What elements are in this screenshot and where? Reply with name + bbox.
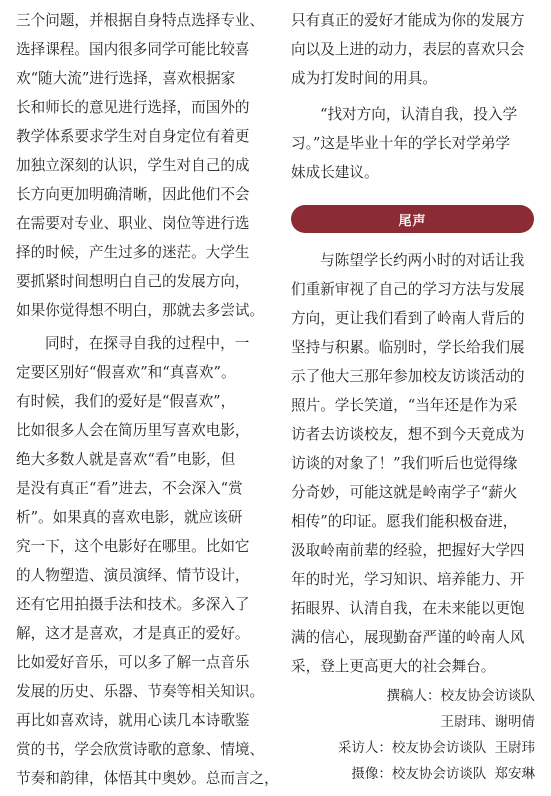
body-text-line: 究一下，这个电影好在哪里。比如它: [16, 538, 250, 555]
body-text-line: 再比如喜欢诗，就用心读几本诗歌鉴: [16, 712, 250, 729]
body-text-line: 选择课程。国内很多同学可能比较喜: [16, 41, 250, 58]
body-text-line: 比如很多人会在简历里写喜欢电影，: [16, 422, 250, 439]
body-text-line: 采，登上更高更大的社会舞台。: [291, 658, 496, 675]
body-text-line: 示了他大三那年参加校友访谈活动的: [291, 368, 525, 385]
body-text-line: 汲取岭南前辈的经验，把握好大学四: [291, 542, 525, 559]
body-text-line: 向以及上进的动力，表层的喜欢只会: [291, 41, 525, 58]
body-text-line: 解，这才是喜欢，才是真正的爱好。: [16, 625, 250, 642]
body-text-line: 方向，更让我们看到了岭南人背后的: [291, 310, 525, 327]
body-text-line: 节奏和韵律，体悟其中奥妙。总而言之，: [16, 770, 279, 787]
body-text-line: 发展的历史、乐器、节奏等相关知识。: [16, 683, 265, 700]
body-text-line: 满的信心，展现勤奋严谨的岭南人风: [291, 629, 525, 646]
body-text-line: 的人物塑造、演员演绎、情节设计，: [16, 567, 250, 584]
body-text-line: 坚持与积累。临别时，学长给我们展: [291, 339, 525, 356]
body-text-line: 如果你觉得想不明白，那就去多尝试。: [16, 302, 265, 319]
body-text-line: 绝大多数人就是喜欢“看”电影，但: [16, 451, 236, 468]
body-text-line: 比如爱好音乐，可以多了解一点音乐: [16, 654, 250, 671]
body-text-line: 在需要对专业、职业、岗位等进行选: [16, 215, 250, 232]
body-text-line: 定要区别好“假喜欢”和“真喜欢”。: [16, 364, 236, 381]
body-text-line: 访者去访谈校友，想不到今天竟成为: [291, 426, 525, 443]
credit-writer-names: 王尉玮、谢明倩: [440, 714, 535, 730]
body-text-line: 分奇妙，可能这就是岭南学子“薪火: [291, 484, 518, 501]
body-text-line: 有时候，我们的爱好是“假喜欢”，: [16, 393, 236, 410]
body-text-line: 长和师长的意见进行选择，而国外的: [16, 99, 250, 116]
body-text-line: 访谈的对象了！”我们听后也觉得缘: [291, 455, 518, 472]
body-text-line: 教学体系要求学生对自身定位有着更: [16, 128, 250, 145]
credit-interviewer: 采访人：校友协会访谈队 王尉玮: [337, 740, 535, 756]
body-text-line: 择的时候，产生过多的迷茫。大学生: [16, 244, 250, 261]
body-text-line: 照片。学长笑道，“当年还是作为采: [291, 397, 518, 414]
body-text-line: 只有真正的爱好才能成为你的发展方: [291, 12, 525, 29]
body-text-line: 三个问题，并根据自身特点选择专业、: [16, 12, 265, 29]
body-text-line: 析”。如果真的喜欢电影，就应该研: [16, 509, 243, 526]
paragraph-start-line: 同时，在探寻自我的过程中，一: [45, 335, 250, 352]
credit-photographer: 摄像：校友协会访谈队 郑安琳: [351, 766, 535, 782]
section-heading-epilogue: [291, 205, 534, 233]
body-text-line: 拓眼界、认清自我，在未来能以更饱: [291, 600, 525, 617]
body-text-line: 习。”这是毕业十年的学长对学弟学: [291, 135, 511, 152]
body-text-line: 赏的书，学会欣赏诗歌的意象、情境、: [16, 741, 265, 758]
body-text-line: 们重新审视了自己的学习方法与发展: [291, 281, 525, 298]
body-text-line: 欢“随大流”进行选择，喜欢根据家: [16, 70, 236, 87]
body-text-line: 长方向更加明确清晰，因此他们不会: [16, 186, 250, 203]
body-text-line: 加独立深刻的认识，学生对自己的成: [16, 157, 250, 174]
paragraph-start-line: 与陈望学长约两小时的对话让我: [320, 252, 525, 269]
body-text-line: 年的时光，学习知识、培养能力、开: [291, 571, 525, 588]
body-text-line: 相传”的印证。愿我们能积极奋进，: [291, 513, 518, 530]
body-text-line: 还有它用拍摄手法和技术。多深入了: [16, 596, 250, 613]
body-text-line: 是没有真正“看”进去，不会深入“赏: [16, 480, 243, 497]
body-text-line: 成为打发时间的用具。: [291, 70, 437, 87]
body-text-line: 要抓紧时间想明白自己的发展方向，: [16, 273, 250, 290]
paragraph-start-line: “找对方向，认清自我，投入学: [320, 106, 518, 123]
credit-writer: 撰稿人：校友协会访谈队: [386, 688, 535, 704]
section-heading-label: 尾声: [398, 213, 427, 229]
body-text-line: 妹成长建议。: [291, 164, 379, 181]
